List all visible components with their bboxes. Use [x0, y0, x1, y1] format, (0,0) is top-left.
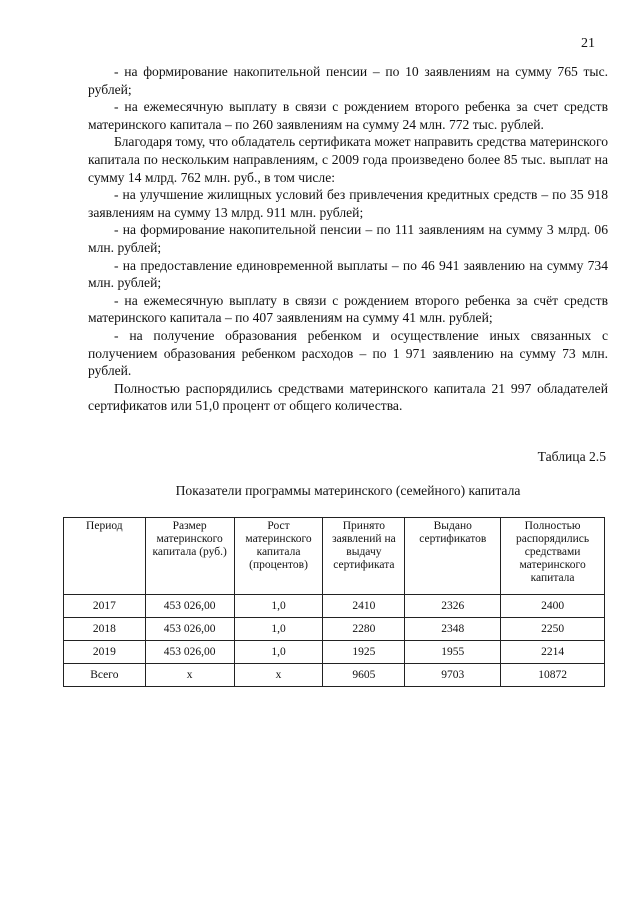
table-header-cell: Период [64, 518, 146, 595]
table-cell: 1925 [323, 641, 405, 664]
table-cell: 2280 [323, 618, 405, 641]
paragraph: - на формирование накопительной пенсии – по 10 заявлениям на сумму 765 тыс. рублей; [88, 64, 608, 97]
table-label: Таблица 2.5 [537, 449, 606, 464]
table-row [64, 618, 605, 641]
table-cell: 1955 [405, 641, 501, 664]
table-header-cell: Рост материнского капитала (процентов) [234, 518, 323, 595]
body-text [88, 63, 608, 415]
table-cell: 2250 [501, 618, 605, 641]
table-cell: 9703 [405, 664, 501, 687]
table-row-total [64, 664, 605, 687]
data-table [63, 517, 605, 687]
table-cell: 2017 [64, 595, 146, 618]
paragraph: Благодаря тому, что обладатель сертификата может направить средства материнского капитала по нескольким направлениям, с 2009 года произведено более 85 тыс. выплат на сумму 14 млрд. 762 млн. руб., в том числе: [88, 134, 608, 185]
table-row [64, 641, 605, 664]
table-cell: Всего [64, 664, 146, 687]
table-header-cell: Выдано сертификатов [405, 518, 501, 595]
paragraph: - на предоставление единовременной выплаты – по 46 941 заявлению на сумму 734 млн. рублей; [88, 257, 608, 291]
table-cell: 453 026,00 [145, 641, 234, 664]
table-cell: 9605 [323, 664, 405, 687]
table-header-cell: Полностью распорядились средствами материнского капитала [501, 518, 605, 595]
paragraph: - на улучшение жилищных условий без привлечения кредитных средств – по 35 918 заявлениям на сумму 13 млрд. 911 млн. рублей; [88, 187, 608, 220]
table-cell: 2214 [501, 641, 605, 664]
paragraph: - на формирование накопительной пенсии – по 111 заявлениям на сумму 3 млрд. 06 млн. рублей; [88, 222, 608, 255]
paragraph: - на ежемесячную выплату в связи с рождением второго ребенка за счёт средств материнского капитала – по 407 заявлениям на сумму 41 млн. рублей; [88, 292, 608, 326]
page-number: 21 [581, 36, 595, 51]
table-header-row [64, 518, 605, 595]
paragraph: - на получение образования ребенком и осуществление иных связанных с получением образования ребенком расходов – по 1 971 заявлению на сумму 73 млн. рублей. [88, 327, 608, 379]
table-header-cell: Принято заявлений на выдачу сертификата [323, 518, 405, 595]
table-cell: 1,0 [234, 618, 323, 641]
table-cell: 1,0 [234, 641, 323, 664]
table-cell: 10872 [501, 664, 605, 687]
table-cell: 1,0 [234, 595, 323, 618]
table-cell: 2348 [405, 618, 501, 641]
table-cell: 453 026,00 [145, 595, 234, 618]
paragraph: Полностью распорядились средствами материнского капитала 21 997 обладателей сертификатов или 51,0 процент от общего количества. [88, 380, 608, 414]
table-cell: 2326 [405, 595, 501, 618]
paragraph: - на ежемесячную выплату в связи с рождением второго ребенка за счет средств материнского капитала – по 260 заявлениям на сумму 24 млн. 772 тыс. рублей. [88, 99, 608, 132]
table-cell: х [234, 664, 323, 687]
table-cell: 2410 [323, 595, 405, 618]
table-cell: 2400 [501, 595, 605, 618]
table-row [64, 595, 605, 618]
table-cell: 2019 [64, 641, 146, 664]
table-title: Показатели программы материнского (семейного) капитала [175, 483, 521, 498]
table-cell: 2018 [64, 618, 146, 641]
table-cell: 453 026,00 [145, 618, 234, 641]
table-cell: х [145, 664, 234, 687]
table-header-cell: Размер материнского капитала (руб.) [145, 518, 234, 595]
